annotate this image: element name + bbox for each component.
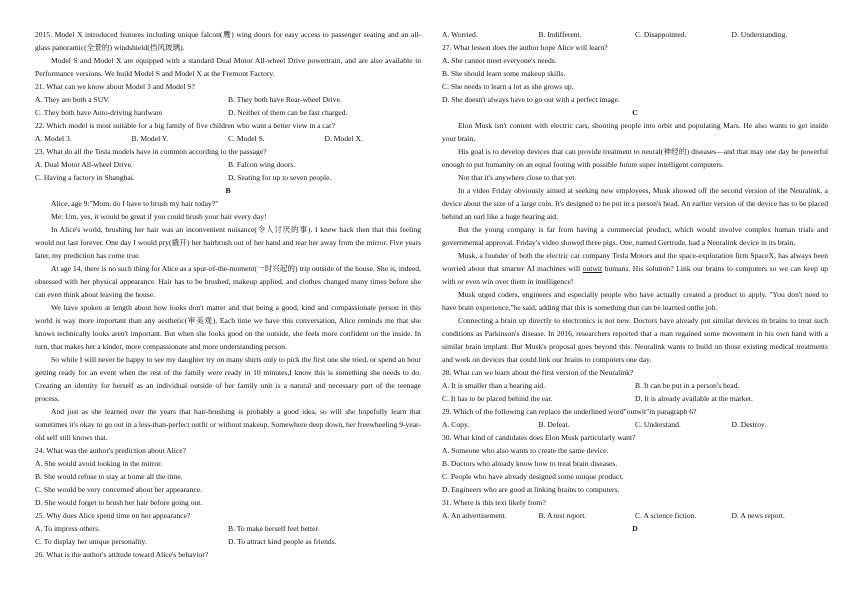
option: B. Falcon wing doors. [228,160,296,169]
option: B. Indifferent. [538,30,582,39]
question-31: 31. Where is this text likely from? [442,498,546,507]
option: C. She would be very concerned about her appearance. [35,485,202,494]
option: D. Model X. [324,134,363,143]
question-23-options [35,158,421,171]
option: A. She would avoid looking in the mirror. [35,459,163,468]
text-run: Musk, a founder of both the electric car company Tesla Motors and the space-exploration firm SpaceX, has always been worried about that smarter AI machines will [442,251,828,273]
passage-a-end: 2015. Model X introduced features including unique falcon(鹰) wing doors for easy access to passenger seating and an all-glass panoramic(全景的) windshield(挡风玻璃). [35,30,421,52]
option: D. Engineers who are good at linking brains to computers. [442,485,620,494]
question-25-options [35,535,421,548]
question-25-options [35,522,421,535]
question-27: 27. What lesson does the author hope Alice will learn? [442,43,608,52]
passage-c-paragraph [442,249,828,288]
question-31-options [442,509,828,522]
question-28-options [442,392,828,405]
option: D. Neither of them can be fast charged. [228,108,348,117]
passage-b-paragraph: And just as she learned over the years that hair-brushing is probably a good idea, so will she hopefully learn that sometimes it's okay to go out in a less-than-perfect outfit or without makeup. Somewhere deep down, her freewheeling 9-year-old self still knows that. [35,407,421,442]
passage-b-dialogue: Alice, age 9:"Mom, do I have to brush my hair today?" [51,199,219,208]
question-21-options [35,106,421,119]
option: C. She needs to learn a lot as she grows up. [442,82,574,91]
option: A. An advertisement. [442,511,507,520]
section-heading-b: B [225,186,231,195]
passage-a-paragraph: Model S and Model X are equipped with a standard Dual Motor All-wheel Drive powertrain, and are also available in Performance versions. We build Model S and Model X at the Fremont Factory. [35,56,421,78]
passage-b-dialogue: Me: Um, yes, it would be great if you could brush your hair every day! [51,212,267,221]
option: C. People who have already designed some unique product. [442,472,624,481]
question-23: 23. What do all the Tesla models have in common according to the passage? [35,147,267,156]
question-25: 25. Why does Alice spend time on her appearance? [35,511,191,520]
left-column [35,28,421,561]
passage-b-paragraph: At age 14, there is no such thing for Alice as a spur-of-the-moment(一时兴起的) trip outside of the house. She is, indeed, obsessed with her physical appearance. Hair has to be brushed, makeup applied, and clothes changed many times before she can even think about leaving the house. [35,264,421,299]
question-22: 22. Which model is most suitable for a big family of five children who want a better view in a car? [35,121,335,130]
option: B. They both have Rear-wheel Drive. [228,95,342,104]
option: A. They are both a SUV. [35,95,110,104]
option: D. Destroy. [731,420,767,429]
passage-b-paragraph: We have spoken at length about how looks don't matter and that being a good, kind and compassionate person in this world is way more important than any aesthetic(审美观). Each time we have this conversation, Alice reminds me that she knows technically looks aren't important. But when she looks good on the outside, she feels more confident on the inside. In turn, that makes her a kinder, more compassionate and more understanding person. [35,303,421,351]
section-heading-d: D [632,524,638,533]
text-run: humans. His solution? Link our brains to computers so we can keep up with or even win over them in intelligence! [442,264,828,286]
option: C. A science fiction. [635,511,697,520]
option: D. A news report. [731,511,785,520]
option: D. She would forget to brush her hair before going out. [35,498,203,507]
question-23-options [35,171,421,184]
passage-c-paragraph: Connecting a brain up directly to electronics is not new. Doctors have already put similar devices in brains to treat such conditions as Parkinson's disease. In 2016, researchers reported that a man regained some movement in his own hand with a similar brain implant. But Musk's proposal goes beyond this. Neuralink wants to build on those existing medical treatments and work on devices that could link our brains to computers one day. [442,316,828,364]
option: C. It has to be placed behind the ear. [442,394,553,403]
option: A. It is smaller than a hearing aid. [442,381,546,390]
option: B. She should learn some makeup skills. [442,69,566,78]
passage-c-paragraph: In a video Friday obviously aimed at seeking new employees, Musk showed off the second version of the Neuralink, a device about the size of a large coin. It's designed to be put in a person's head. An earlier version of the device has to be placed behind an earl like a huge hearing aid. [442,186,828,221]
question-29: 29. Which of the following can replace the underlined word"outwit"in paragraph 6? [442,407,697,416]
option: C. To display her unique personality. [35,537,147,546]
option: A. She cannot meet everyone's needs. [442,56,557,65]
question-26-options [442,28,828,41]
option: B. Model Y. [131,134,169,143]
question-21: 21. What can we know about Model 3 and Model S? [35,82,195,91]
option: A. Model 3. [35,134,72,143]
passage-c-paragraph: Not that it's anywhere close to that yet. [458,173,577,182]
option: B. To make herself feel better. [228,524,320,533]
option: C. Having a factory in Shanghai. [35,173,135,182]
underlined-word: outwit [582,264,603,273]
question-28: 28. What can we learn about the first version of the Neuralink? [442,368,634,377]
question-28-options [442,379,828,392]
option: C. Disappointed. [635,30,687,39]
option: D. Understanding. [731,30,788,39]
option: A. Copy. [442,420,470,429]
question-24: 24. What was the author's prediction about Alice? [35,446,186,455]
option: B. A test report. [538,511,587,520]
option: D. It is already available at the market. [635,394,753,403]
option: B. Defeat. [538,420,570,429]
passage-b-paragraph: So while I will never be happy to see my daughter try on many shirts only to pick the first one she tried, or spend an hour getting ready for an event when the rest of the family were ready in 10 minutes,I know this is something she needs to do. Creating an identity for herself as an individual outside of her family unit is a natural and necessary part of the teenage process. [35,355,421,403]
option: A. Worried. [442,30,478,39]
question-21-options [35,93,421,106]
passage-b-paragraph: In Alice's world, brushing her hair was an inconvenient nuisance(令人讨厌的事). I knew back then that this feeling would not last forever. One day I would pry(撬开) her hairbrush out of her hand and tear her away from the mirror. Five years later, my prediction has come true. [35,225,421,260]
question-22-options [35,132,421,145]
option: B. She would refuse to stay at home all the time. [35,472,183,481]
option: B. Doctors who already know how to treat brain diseases. [442,459,618,468]
option: B. It can be put in a person's head. [635,381,740,390]
question-26: 26. What is the author's attitude toward Alice's behavior? [35,550,209,559]
passage-c-paragraph: Elon Musk isn't content with electric cars, shooting people into orbit and populating Mars. He also wants to get inside your brain. [442,121,828,143]
option: A. To impress others. [35,524,100,533]
option: D. Seating for up to seven people. [228,173,332,182]
option: D. She doesn't always have to go out with a perfect image. [442,95,620,104]
option: D. To attract kind people as friends. [228,537,337,546]
passage-c-paragraph: Musk urged coders, engineers and especially people who have actually created a product to apply. "You don't need to have brain experience,"he said, adding that this is something that can be learned onthe job. [442,290,828,312]
option: C. Understand. [635,420,681,429]
right-column [442,28,828,535]
option: A. Dual Motor All-wheel Drive. [35,160,133,169]
option: C. They both have Auto-driving hardware [35,108,163,117]
option: C. Model S. [228,134,265,143]
section-heading-c: C [632,108,638,117]
question-30: 30. What kind of candidates does Elon Musk particularly want? [442,433,636,442]
passage-c-paragraph: But the young company is far from having a commercial product, which would involve complex human trials and governmental approval. Friday's video showed three pigs. One, named Gertrude, had a Neuralink device in its brain. [442,225,828,247]
option: A. Someone who also wants to create the same device. [442,446,609,455]
question-29-options [442,418,828,431]
passage-c-paragraph: His goal is to develop devices that can provide treatment to neural(神经的) diseases—and that may one day be powerful enough to put humanity on an equal footing with possible future super intelligent computers. [442,147,828,169]
